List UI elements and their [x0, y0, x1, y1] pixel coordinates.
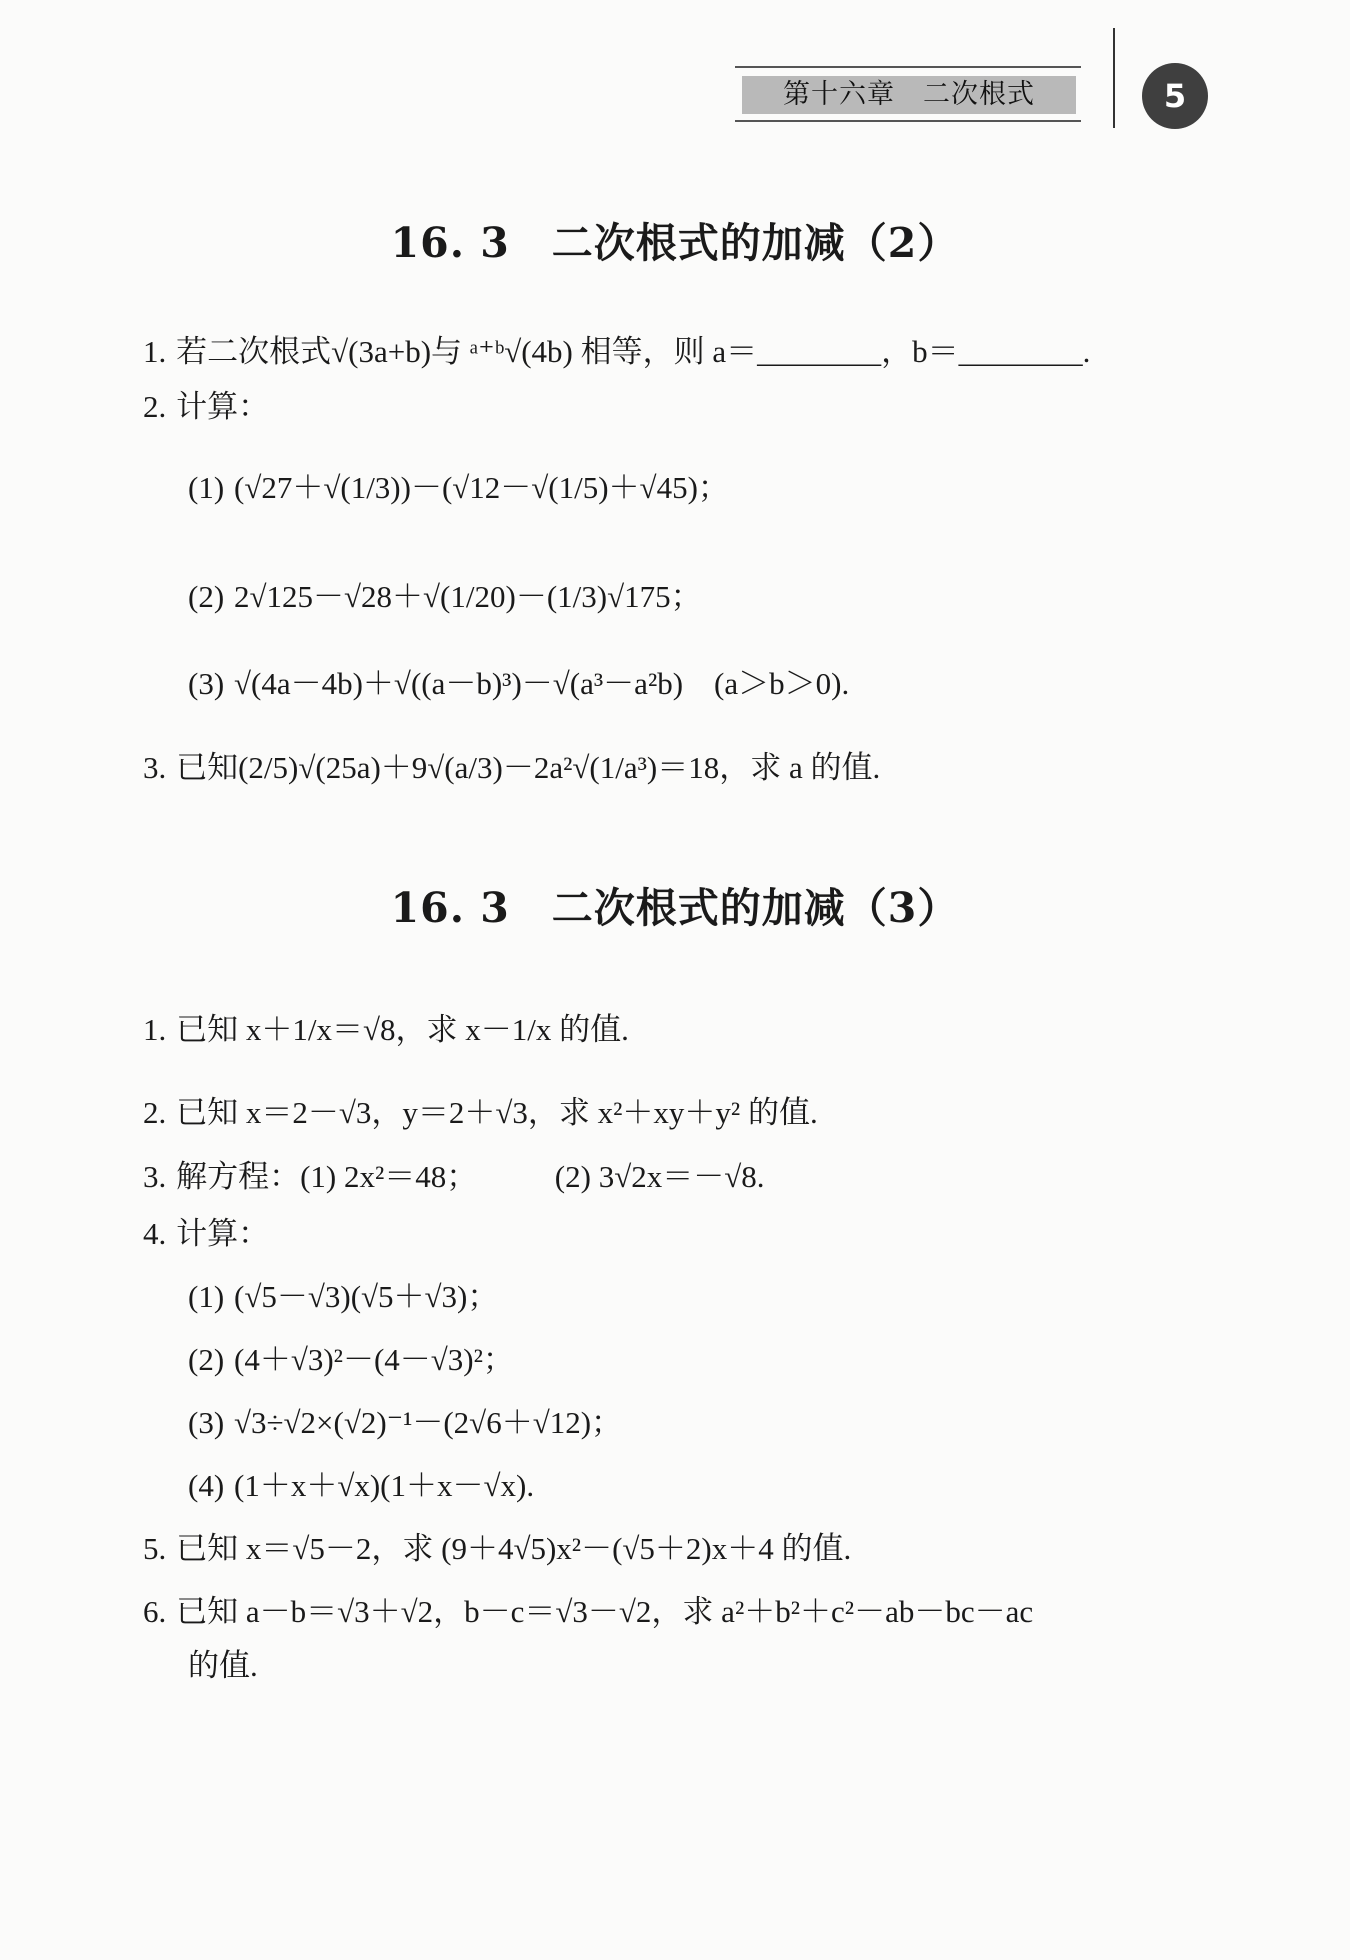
problem-text: 的值. [188, 1648, 258, 1683]
header-divider [1113, 28, 1115, 128]
subproblem-number: (1) [188, 1279, 225, 1314]
problem-2-1 [143, 1010, 629, 1050]
problem-2-6 [143, 1592, 1033, 1632]
problem-text: 计算： [176, 1216, 270, 1251]
problem-number: 1. [143, 1012, 167, 1047]
problem-1-2-2 [188, 577, 702, 617]
header-bottom-rule [735, 120, 1081, 122]
subproblem-number: (3) [188, 1405, 225, 1440]
problem-text: 解方程：(1) 2x²＝48； (2) 3√2x＝－√8. [176, 1159, 765, 1194]
problem-2-6-continued [188, 1646, 258, 1686]
problem-1-2-3 [188, 664, 849, 704]
problem-1-2 [143, 387, 269, 427]
problem-text: √3÷√2×(√2)⁻¹－(2√6＋√12)； [234, 1405, 623, 1440]
problem-number: 2. [143, 389, 167, 424]
subproblem-number: (1) [188, 470, 225, 505]
problem-text: (√27＋√(1/3))－(√12－√(1/5)＋√45)； [234, 470, 729, 505]
section-title: 16. 3 二次根式的加减（2） [390, 219, 960, 267]
problem-text: 2√125－√28＋√(1/20)－(1/3)√175； [234, 579, 702, 614]
problem-text: 已知 a－b＝√3＋√2，b－c＝√3－√2，求 a²＋b²＋c²－ab－bc－ac [176, 1594, 1034, 1629]
header-top-rule [735, 66, 1081, 68]
problem-text: (√5－√3)(√5＋√3)； [234, 1279, 499, 1314]
problem-number: 1. [143, 334, 167, 369]
problem-2-3 [143, 1157, 764, 1197]
problem-number: 3. [143, 750, 167, 785]
section-title: 16. 3 二次根式的加减（3） [390, 884, 960, 932]
problem-text: √(4a－4b)＋√((a－b)³)－√(a³－a²b) (a＞b＞0). [234, 666, 850, 701]
chapter-header: 第十六章 二次根式 [742, 76, 1076, 114]
subproblem-number: (2) [188, 579, 225, 614]
problem-1-3 [143, 748, 880, 788]
problem-text: 已知 x＋1/x＝√8，求 x－1/x 的值. [176, 1012, 629, 1047]
problem-1-1 [143, 332, 1090, 372]
problem-1-2-1 [188, 468, 729, 508]
problem-text: 已知 x＝2－√3，y＝2＋√3，求 x²＋xy＋y² 的值. [176, 1095, 818, 1130]
problem-text: 计算： [176, 389, 270, 424]
problem-text: (4＋√3)²－(4－√3)²； [234, 1342, 514, 1377]
problem-number: 5. [143, 1531, 167, 1566]
problem-2-4 [143, 1214, 269, 1254]
problem-2-2 [143, 1093, 818, 1133]
problem-number: 6. [143, 1594, 167, 1629]
problem-text: 若二次根式√(3a+b)与 ᵃ⁺ᵇ√(4b) 相等，则 a＝________，b＝________. [176, 334, 1091, 369]
problem-2-4-1 [188, 1277, 498, 1317]
subproblem-number: (2) [188, 1342, 225, 1377]
problem-2-5 [143, 1529, 851, 1569]
problem-2-4-2 [188, 1340, 514, 1380]
problem-number: 2. [143, 1095, 167, 1130]
problem-number: 4. [143, 1216, 167, 1251]
problem-text: (1＋x＋√x)(1＋x－√x). [234, 1468, 535, 1503]
problem-text: 已知 x＝√5－2，求 (9＋4√5)x²－(√5＋2)x＋4 的值. [176, 1531, 852, 1566]
problem-2-4-4 [188, 1466, 534, 1506]
problem-number: 3. [143, 1159, 167, 1194]
problem-2-4-3 [188, 1403, 622, 1443]
subproblem-number: (3) [188, 666, 225, 701]
subproblem-number: (4) [188, 1468, 225, 1503]
problem-text: 已知(2/5)√(25a)＋9√(a/3)－2a²√(1/a³)＝18，求 a 的值. [176, 750, 881, 785]
page-number-badge: 5 [1142, 63, 1208, 129]
